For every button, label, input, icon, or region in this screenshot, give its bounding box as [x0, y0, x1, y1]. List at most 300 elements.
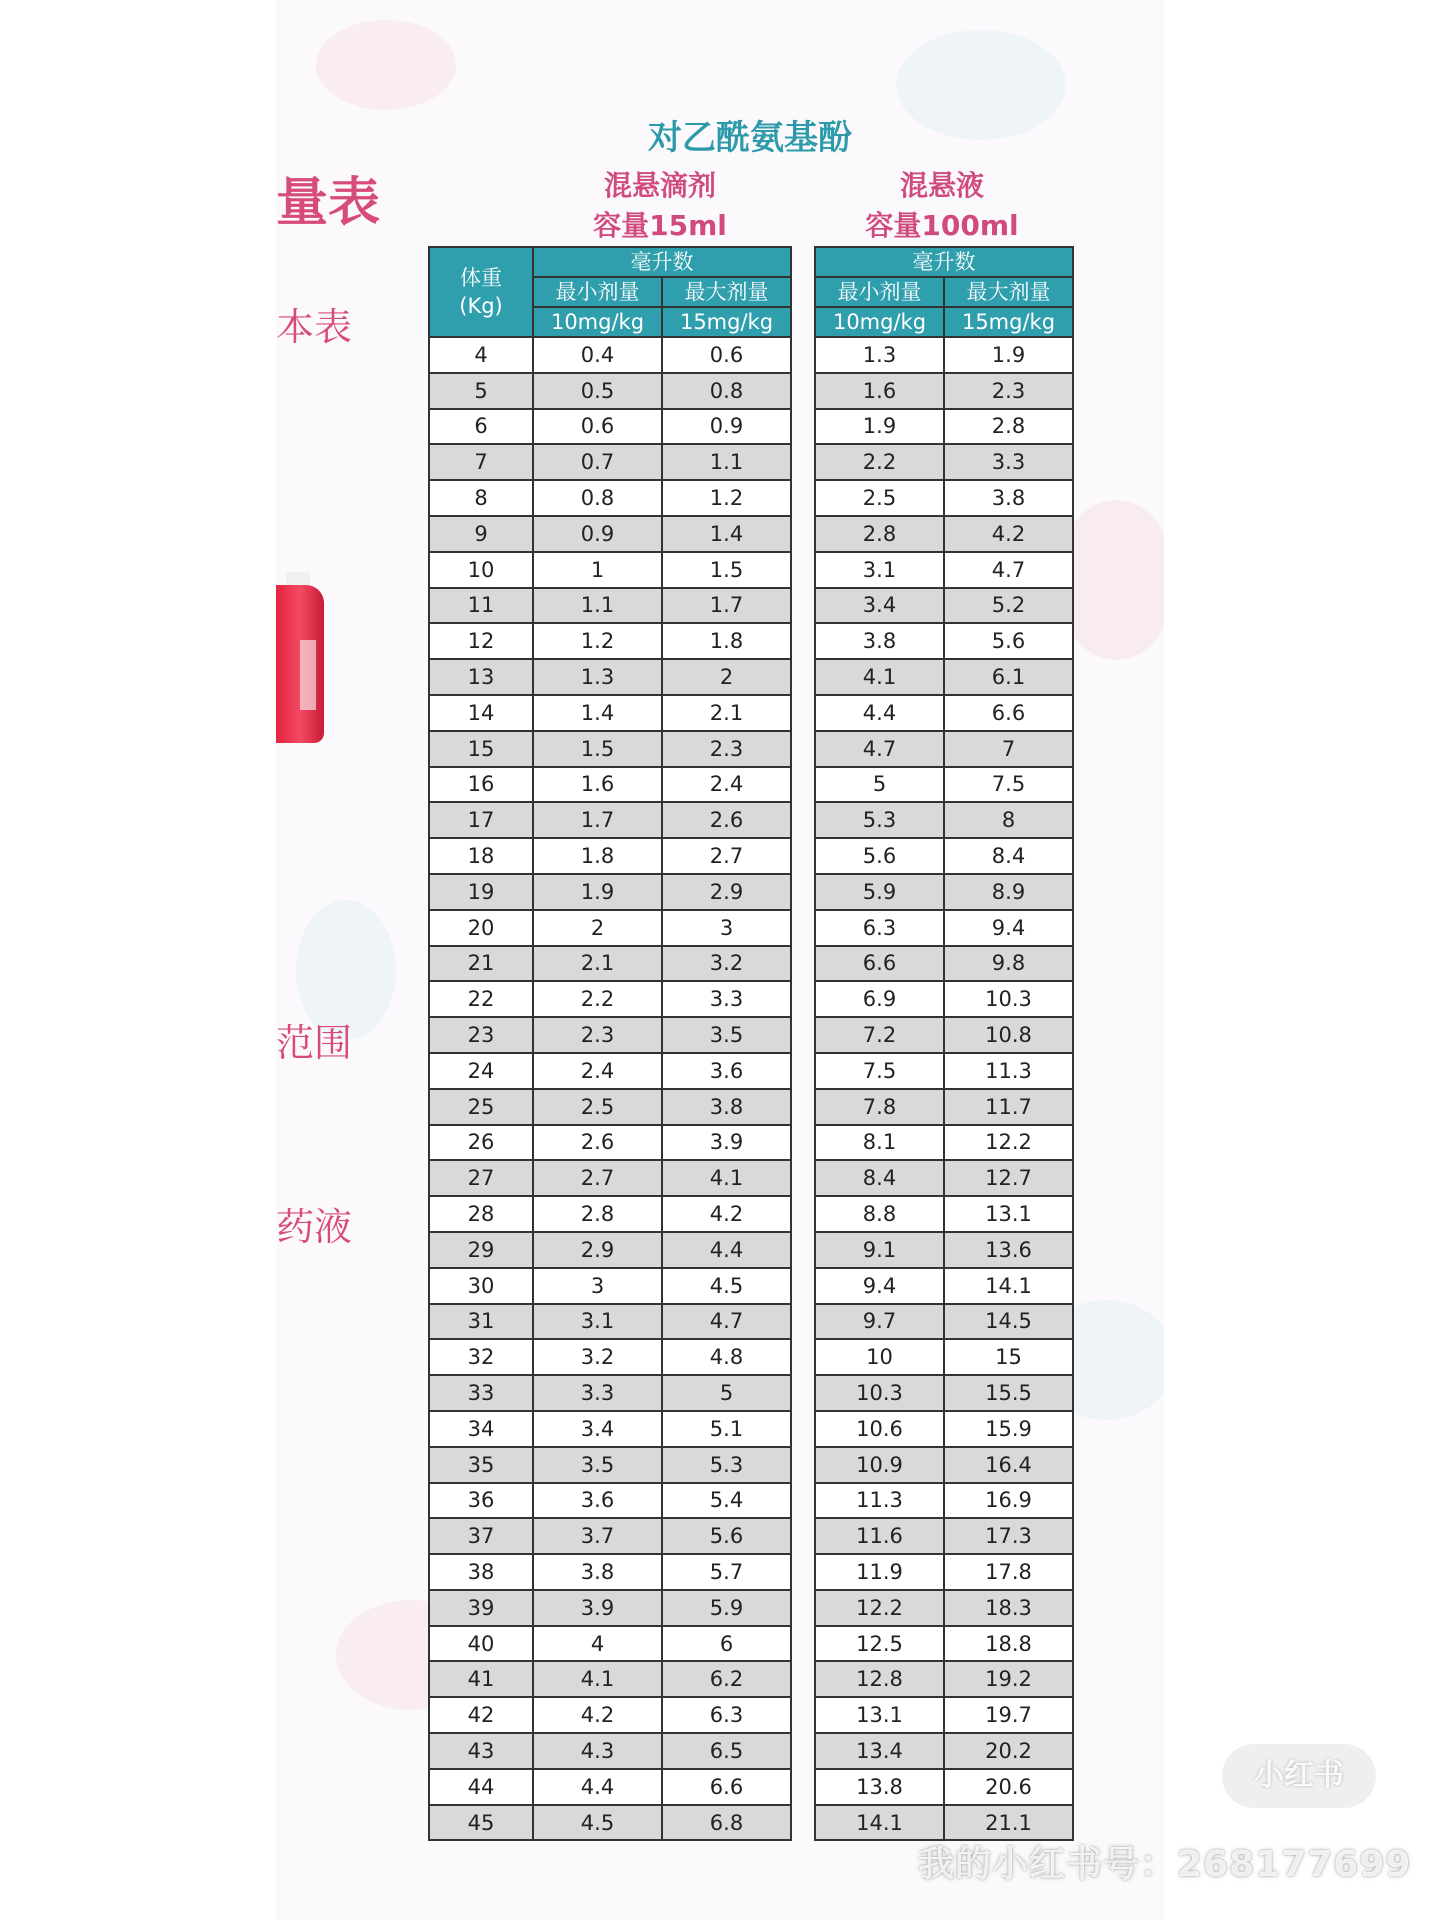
min-dose-header: 最小剂量 — [815, 277, 944, 307]
min-dose-cell: 4.4 — [533, 1769, 662, 1805]
weight-cell: 4 — [429, 337, 533, 373]
max-dose-header: 最大剂量 — [662, 277, 791, 307]
min-dose-cell: 2.9 — [533, 1232, 662, 1268]
max-dose-cell: 13.1 — [944, 1196, 1073, 1232]
drops-volume: 容量15ml — [593, 209, 727, 242]
max-dose-cell: 2.8 — [944, 409, 1073, 445]
table-row — [429, 1447, 791, 1483]
min-dose-cell: 6.9 — [815, 981, 944, 1017]
table-row — [429, 1304, 791, 1340]
min-dose-cell: 2.5 — [533, 1089, 662, 1125]
max-rate-header: 15mg/kg — [944, 307, 1073, 337]
table-row — [815, 1626, 1073, 1662]
min-dose-cell: 3.8 — [815, 623, 944, 659]
min-dose-cell: 1.5 — [533, 731, 662, 767]
max-dose-cell: 7.5 — [944, 767, 1073, 803]
table-row — [429, 731, 791, 767]
min-dose-cell: 2.7 — [533, 1160, 662, 1196]
max-dose-cell: 18.3 — [944, 1590, 1073, 1626]
decorative-blob — [316, 20, 456, 110]
table-row — [815, 659, 1073, 695]
max-dose-cell: 10.3 — [944, 981, 1073, 1017]
min-dose-cell: 4.2 — [533, 1697, 662, 1733]
max-dose-cell: 12.2 — [944, 1125, 1073, 1161]
weight-unit: (Kg) — [459, 294, 503, 318]
max-dose-cell: 15.9 — [944, 1411, 1073, 1447]
table-row — [815, 337, 1073, 373]
weight-cell: 8 — [429, 480, 533, 516]
min-dose-cell: 3.6 — [533, 1483, 662, 1519]
max-dose-cell: 5.6 — [944, 623, 1073, 659]
ml-header: 毫升数 — [533, 247, 791, 277]
min-dose-cell: 3.5 — [533, 1447, 662, 1483]
weight-cell: 16 — [429, 767, 533, 803]
ml-header: 毫升数 — [815, 247, 1073, 277]
max-dose-cell: 6 — [662, 1626, 791, 1662]
table-row — [815, 1268, 1073, 1304]
suspension-volume: 容量100ml — [865, 209, 1019, 242]
max-dose-cell: 0.8 — [662, 373, 791, 409]
min-dose-cell: 6.3 — [815, 910, 944, 946]
max-dose-cell: 18.8 — [944, 1626, 1073, 1662]
suspension-name: 混悬液 — [899, 169, 984, 202]
max-dose-cell: 2.1 — [662, 695, 791, 731]
max-dose-cell: 1.8 — [662, 623, 791, 659]
side-text-fragment: 本表 — [276, 305, 353, 349]
min-dose-cell: 12.2 — [815, 1590, 944, 1626]
table-row — [815, 874, 1073, 910]
table-row — [815, 731, 1073, 767]
min-dose-cell: 3.7 — [533, 1518, 662, 1554]
app-logo-watermark: 小红书 — [1222, 1744, 1376, 1808]
weight-cell: 21 — [429, 946, 533, 982]
table-row — [815, 910, 1073, 946]
table-row — [815, 981, 1073, 1017]
table-row — [815, 838, 1073, 874]
table-row — [429, 1805, 791, 1841]
min-dose-cell: 6.6 — [815, 946, 944, 982]
max-dose-cell: 3.8 — [944, 480, 1073, 516]
max-dose-cell: 5.7 — [662, 1554, 791, 1590]
max-dose-cell: 17.3 — [944, 1518, 1073, 1554]
min-dose-cell: 7.2 — [815, 1017, 944, 1053]
weight-cell: 35 — [429, 1447, 533, 1483]
table-row — [429, 1518, 791, 1554]
max-dose-cell: 6.6 — [944, 695, 1073, 731]
table-row — [429, 373, 791, 409]
min-dose-cell: 13.1 — [815, 1697, 944, 1733]
min-dose-cell: 4.1 — [815, 659, 944, 695]
table-row — [815, 480, 1073, 516]
min-dose-cell: 3.4 — [815, 588, 944, 624]
min-dose-cell: 14.1 — [815, 1805, 944, 1841]
table-row — [815, 588, 1073, 624]
max-dose-cell: 2 — [662, 659, 791, 695]
min-dose-cell: 4.1 — [533, 1661, 662, 1697]
weight-cell: 14 — [429, 695, 533, 731]
table-row — [429, 516, 791, 552]
max-dose-cell: 6.6 — [662, 1769, 791, 1805]
weight-cell: 10 — [429, 552, 533, 588]
table-row — [429, 874, 791, 910]
min-dose-cell: 1.3 — [815, 337, 944, 373]
weight-cell: 40 — [429, 1626, 533, 1662]
min-dose-cell: 11.3 — [815, 1483, 944, 1519]
table-row — [429, 1590, 791, 1626]
max-dose-cell: 1.5 — [662, 552, 791, 588]
max-dose-cell: 14.1 — [944, 1268, 1073, 1304]
table-row — [429, 444, 791, 480]
min-dose-cell: 3.2 — [533, 1339, 662, 1375]
weight-cell: 45 — [429, 1805, 533, 1841]
min-dose-cell: 1.4 — [533, 695, 662, 731]
min-dose-cell: 1.8 — [533, 838, 662, 874]
min-dose-cell: 10.9 — [815, 1447, 944, 1483]
suspension-dosage-table — [814, 246, 1074, 1841]
weight-cell: 22 — [429, 981, 533, 1017]
min-dose-cell: 8.1 — [815, 1125, 944, 1161]
min-dose-cell: 9.1 — [815, 1232, 944, 1268]
min-dose-cell: 2.3 — [533, 1017, 662, 1053]
weight-cell: 32 — [429, 1339, 533, 1375]
min-dose-cell: 10.3 — [815, 1375, 944, 1411]
drops-name: 混悬滴剂 — [603, 169, 716, 202]
min-dose-cell: 3.4 — [533, 1411, 662, 1447]
weight-cell: 41 — [429, 1661, 533, 1697]
weight-cell: 17 — [429, 802, 533, 838]
max-dose-cell: 10.8 — [944, 1017, 1073, 1053]
min-dose-cell: 4.7 — [815, 731, 944, 767]
max-dose-header: 最大剂量 — [944, 277, 1073, 307]
table-row — [429, 1661, 791, 1697]
max-dose-cell: 1.2 — [662, 480, 791, 516]
max-dose-cell: 3.3 — [662, 981, 791, 1017]
table-row — [815, 695, 1073, 731]
page-title: 对乙酰氨基酚 — [648, 118, 852, 158]
max-dose-cell: 2.7 — [662, 838, 791, 874]
min-dose-cell: 3.1 — [815, 552, 944, 588]
min-dose-cell: 2.2 — [815, 444, 944, 480]
max-dose-cell: 6.8 — [662, 1805, 791, 1841]
min-dose-cell: 1.6 — [533, 767, 662, 803]
weight-cell: 37 — [429, 1518, 533, 1554]
max-dose-cell: 5.4 — [662, 1483, 791, 1519]
min-dose-cell: 1 — [533, 552, 662, 588]
weight-cell: 25 — [429, 1089, 533, 1125]
table-row — [429, 981, 791, 1017]
table-row — [429, 1733, 791, 1769]
table-row — [429, 1196, 791, 1232]
weight-cell: 38 — [429, 1554, 533, 1590]
max-dose-cell: 2.6 — [662, 802, 791, 838]
max-dose-cell: 2.4 — [662, 767, 791, 803]
min-dose-cell: 2.4 — [533, 1053, 662, 1089]
table-row — [429, 1697, 791, 1733]
max-dose-cell: 5 — [662, 1375, 791, 1411]
min-dose-cell: 4.4 — [815, 695, 944, 731]
min-dose-cell: 3.9 — [533, 1590, 662, 1626]
max-dose-cell: 2.3 — [662, 731, 791, 767]
max-dose-cell: 8.4 — [944, 838, 1073, 874]
weight-cell: 34 — [429, 1411, 533, 1447]
side-text-fragment: 范围 — [276, 1021, 353, 1065]
decorative-blob — [896, 30, 1066, 140]
weight-cell: 23 — [429, 1017, 533, 1053]
min-dose-header: 最小剂量 — [533, 277, 662, 307]
bottle-label — [300, 640, 316, 710]
table-row — [815, 1769, 1073, 1805]
max-dose-cell: 12.7 — [944, 1160, 1073, 1196]
weight-cell: 6 — [429, 409, 533, 445]
min-rate-header: 10mg/kg — [815, 307, 944, 337]
min-dose-cell: 2.2 — [533, 981, 662, 1017]
table-row — [429, 1125, 791, 1161]
min-dose-cell: 1.1 — [533, 588, 662, 624]
max-dose-cell: 4.8 — [662, 1339, 791, 1375]
table-row — [815, 1483, 1073, 1519]
weight-cell: 11 — [429, 588, 533, 624]
min-dose-cell: 4.5 — [533, 1805, 662, 1841]
weight-cell: 15 — [429, 731, 533, 767]
max-dose-cell: 9.4 — [944, 910, 1073, 946]
max-dose-cell: 15 — [944, 1339, 1073, 1375]
min-rate-header: 10mg/kg — [533, 307, 662, 337]
table-row — [429, 623, 791, 659]
max-dose-cell: 20.6 — [944, 1769, 1073, 1805]
min-dose-cell: 2.5 — [815, 480, 944, 516]
min-dose-cell: 8.8 — [815, 1196, 944, 1232]
table-row — [429, 337, 791, 373]
table-row — [429, 946, 791, 982]
weight-cell: 20 — [429, 910, 533, 946]
max-dose-cell: 6.5 — [662, 1733, 791, 1769]
max-dose-cell: 4.4 — [662, 1232, 791, 1268]
max-dose-cell: 0.6 — [662, 337, 791, 373]
weight-cell: 26 — [429, 1125, 533, 1161]
table-row — [815, 1089, 1073, 1125]
max-dose-cell: 4.7 — [944, 552, 1073, 588]
min-dose-cell: 13.8 — [815, 1769, 944, 1805]
max-dose-cell: 15.5 — [944, 1375, 1073, 1411]
min-dose-cell: 0.6 — [533, 409, 662, 445]
max-dose-cell: 7 — [944, 731, 1073, 767]
table-row — [815, 1590, 1073, 1626]
min-dose-cell: 5.3 — [815, 802, 944, 838]
min-dose-cell: 10 — [815, 1339, 944, 1375]
weight-cell: 39 — [429, 1590, 533, 1626]
min-dose-cell: 0.9 — [533, 516, 662, 552]
min-dose-cell: 13.4 — [815, 1733, 944, 1769]
min-dose-cell: 9.7 — [815, 1304, 944, 1340]
min-dose-cell: 5 — [815, 767, 944, 803]
max-dose-cell: 9.8 — [944, 946, 1073, 982]
max-dose-cell: 14.5 — [944, 1304, 1073, 1340]
table-row — [815, 623, 1073, 659]
max-dose-cell: 8.9 — [944, 874, 1073, 910]
table-row — [815, 1375, 1073, 1411]
table-row — [815, 1232, 1073, 1268]
side-heading-fragment: 量表 — [276, 173, 381, 233]
table-row — [429, 767, 791, 803]
min-dose-cell: 5.6 — [815, 838, 944, 874]
max-dose-cell: 21.1 — [944, 1805, 1073, 1841]
table-row — [815, 1053, 1073, 1089]
max-dose-cell: 3.5 — [662, 1017, 791, 1053]
weight-cell: 30 — [429, 1268, 533, 1304]
min-dose-cell: 9.4 — [815, 1268, 944, 1304]
table-row — [815, 1411, 1073, 1447]
table-row — [429, 1483, 791, 1519]
min-dose-cell: 3 — [533, 1268, 662, 1304]
max-dose-cell: 4.2 — [662, 1196, 791, 1232]
min-dose-cell: 7.5 — [815, 1053, 944, 1089]
weight-cell: 27 — [429, 1160, 533, 1196]
max-dose-cell: 3.6 — [662, 1053, 791, 1089]
max-rate-header: 15mg/kg — [662, 307, 791, 337]
table-row — [429, 1017, 791, 1053]
drops-heading — [560, 166, 760, 246]
max-dose-cell: 6.3 — [662, 1697, 791, 1733]
weight-cell: 12 — [429, 623, 533, 659]
table-row — [815, 1554, 1073, 1590]
weight-cell: 33 — [429, 1375, 533, 1411]
min-dose-cell: 11.6 — [815, 1518, 944, 1554]
table-row — [815, 1196, 1073, 1232]
max-dose-cell: 5.9 — [662, 1590, 791, 1626]
weight-cell: 24 — [429, 1053, 533, 1089]
table-row — [815, 767, 1073, 803]
max-dose-cell: 2.3 — [944, 373, 1073, 409]
suspension-heading — [842, 166, 1042, 246]
weight-cell: 43 — [429, 1733, 533, 1769]
table-row — [429, 838, 791, 874]
min-dose-cell: 12.8 — [815, 1661, 944, 1697]
max-dose-cell: 1.7 — [662, 588, 791, 624]
max-dose-cell: 5.1 — [662, 1411, 791, 1447]
min-dose-cell: 5.9 — [815, 874, 944, 910]
min-dose-cell: 3.1 — [533, 1304, 662, 1340]
min-dose-cell: 4 — [533, 1626, 662, 1662]
max-dose-cell: 4.7 — [662, 1304, 791, 1340]
table-row — [815, 1697, 1073, 1733]
max-dose-cell: 19.2 — [944, 1661, 1073, 1697]
min-dose-cell: 2.6 — [533, 1125, 662, 1161]
weight-cell: 13 — [429, 659, 533, 695]
table-row — [429, 910, 791, 946]
min-dose-cell: 11.9 — [815, 1554, 944, 1590]
max-dose-cell: 16.4 — [944, 1447, 1073, 1483]
max-dose-cell: 5.3 — [662, 1447, 791, 1483]
min-dose-cell: 10.6 — [815, 1411, 944, 1447]
table-row — [429, 1089, 791, 1125]
min-dose-cell: 0.4 — [533, 337, 662, 373]
min-dose-cell: 1.3 — [533, 659, 662, 695]
min-dose-cell: 1.2 — [533, 623, 662, 659]
table-row — [429, 695, 791, 731]
table-row — [815, 409, 1073, 445]
weight-header — [429, 247, 533, 337]
table-row — [429, 1268, 791, 1304]
table-row — [815, 1733, 1073, 1769]
table-row — [815, 1447, 1073, 1483]
table-row — [815, 373, 1073, 409]
max-dose-cell: 3 — [662, 910, 791, 946]
weight-cell: 31 — [429, 1304, 533, 1340]
max-dose-cell: 6.1 — [944, 659, 1073, 695]
table-row — [429, 552, 791, 588]
max-dose-cell: 1.9 — [944, 337, 1073, 373]
table-row — [429, 1053, 791, 1089]
max-dose-cell: 3.3 — [944, 444, 1073, 480]
table-row — [815, 1339, 1073, 1375]
table-row — [815, 1160, 1073, 1196]
weight-cell: 18 — [429, 838, 533, 874]
min-dose-cell: 7.8 — [815, 1089, 944, 1125]
max-dose-cell: 5.2 — [944, 588, 1073, 624]
max-dose-cell: 1.1 — [662, 444, 791, 480]
min-dose-cell: 0.7 — [533, 444, 662, 480]
weight-cell: 9 — [429, 516, 533, 552]
table-row — [429, 480, 791, 516]
account-watermark: 我的小红书号：268177699 — [918, 1844, 1412, 1885]
min-dose-cell: 2 — [533, 910, 662, 946]
table-row — [815, 1125, 1073, 1161]
table-row — [429, 409, 791, 445]
table-row — [429, 659, 791, 695]
max-dose-cell: 11.3 — [944, 1053, 1073, 1089]
table-row — [815, 552, 1073, 588]
weight-cell: 7 — [429, 444, 533, 480]
table-row — [429, 1160, 791, 1196]
table-row — [429, 588, 791, 624]
table-row — [429, 802, 791, 838]
min-dose-cell: 3.3 — [533, 1375, 662, 1411]
max-dose-cell: 3.9 — [662, 1125, 791, 1161]
min-dose-cell: 3.8 — [533, 1554, 662, 1590]
min-dose-cell: 0.8 — [533, 480, 662, 516]
table-row — [815, 1518, 1073, 1554]
min-dose-cell: 2.1 — [533, 946, 662, 982]
min-dose-cell: 1.6 — [815, 373, 944, 409]
min-dose-cell: 12.5 — [815, 1626, 944, 1662]
max-dose-cell: 4.1 — [662, 1160, 791, 1196]
table-row — [815, 1017, 1073, 1053]
max-dose-cell: 0.9 — [662, 409, 791, 445]
min-dose-cell: 8.4 — [815, 1160, 944, 1196]
max-dose-cell: 1.4 — [662, 516, 791, 552]
weight-cell: 44 — [429, 1769, 533, 1805]
weight-cell: 42 — [429, 1697, 533, 1733]
table-row — [815, 516, 1073, 552]
table-row — [429, 1769, 791, 1805]
table-row — [429, 1232, 791, 1268]
max-dose-cell: 19.7 — [944, 1697, 1073, 1733]
side-text-fragment: 药液 — [276, 1205, 353, 1249]
max-dose-cell: 11.7 — [944, 1089, 1073, 1125]
max-dose-cell: 4.5 — [662, 1268, 791, 1304]
min-dose-cell: 2.8 — [815, 516, 944, 552]
min-dose-cell: 4.3 — [533, 1733, 662, 1769]
min-dose-cell: 2.8 — [533, 1196, 662, 1232]
max-dose-cell: 3.2 — [662, 946, 791, 982]
max-dose-cell: 8 — [944, 802, 1073, 838]
min-dose-cell: 1.7 — [533, 802, 662, 838]
max-dose-cell: 2.9 — [662, 874, 791, 910]
weight-cell: 29 — [429, 1232, 533, 1268]
min-dose-cell: 1.9 — [815, 409, 944, 445]
max-dose-cell: 4.2 — [944, 516, 1073, 552]
weight-cell: 28 — [429, 1196, 533, 1232]
